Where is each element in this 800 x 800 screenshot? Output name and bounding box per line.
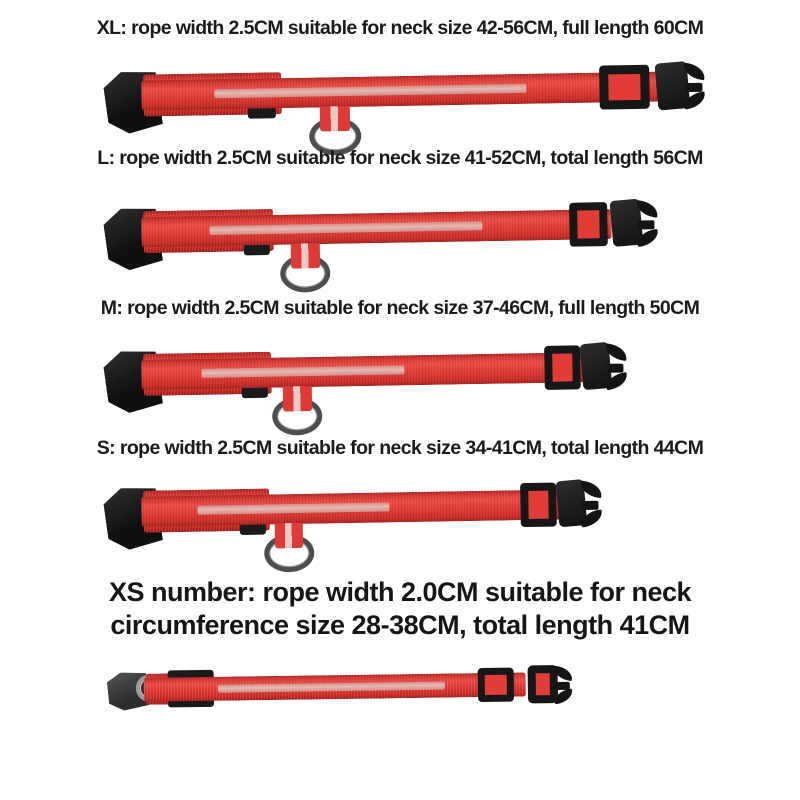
size-caption-s: S: rope width 2.5CM suitable for neck size 34-41CM, total length 44CM: [96, 437, 704, 459]
d-ring-tab: [291, 243, 320, 269]
buckle-prong-middle: [638, 220, 654, 229]
d-ring-tab: [320, 106, 350, 132]
collar-photo-xs: [110, 672, 577, 729]
tri-glide-slider: [599, 65, 650, 110]
tri-glide-slider: [544, 345, 581, 390]
size-caption-xl: XL: rope width 2.5CM suitable for neck size 42-56CM, full length 60CM: [96, 17, 704, 39]
tri-glide-slider: [520, 483, 557, 528]
buckle-prong-middle: [607, 364, 623, 373]
buckle-prong-middle: [582, 501, 598, 510]
tri-glide-slider: [569, 202, 608, 247]
size-caption-xs-line1: XS number: rope width 2.0CM suitable for neck: [108, 577, 692, 607]
collar-photo-m: [107, 351, 629, 450]
size-caption-m: M: rope width 2.5CM suitable for neck size 37-46CM, full length 50CM: [100, 297, 700, 319]
tri-glide-slider: [478, 668, 514, 702]
d-ring-tab: [275, 523, 303, 548]
size-caption-xs-line2: circumference size 28-38CM, total length 41CM: [110, 610, 690, 640]
collar-photo-s: [107, 489, 604, 588]
d-ring-tab: [283, 386, 312, 412]
size-caption-xs: [60, 576, 740, 642]
collar-photo-l: [107, 208, 660, 308]
side-release-buckle-male: [528, 665, 559, 703]
buckle-prong-middle: [685, 83, 702, 92]
size-caption-l: L: rope width 2.5CM suitable for neck size 41-52CM, total length 56CM: [97, 147, 703, 169]
